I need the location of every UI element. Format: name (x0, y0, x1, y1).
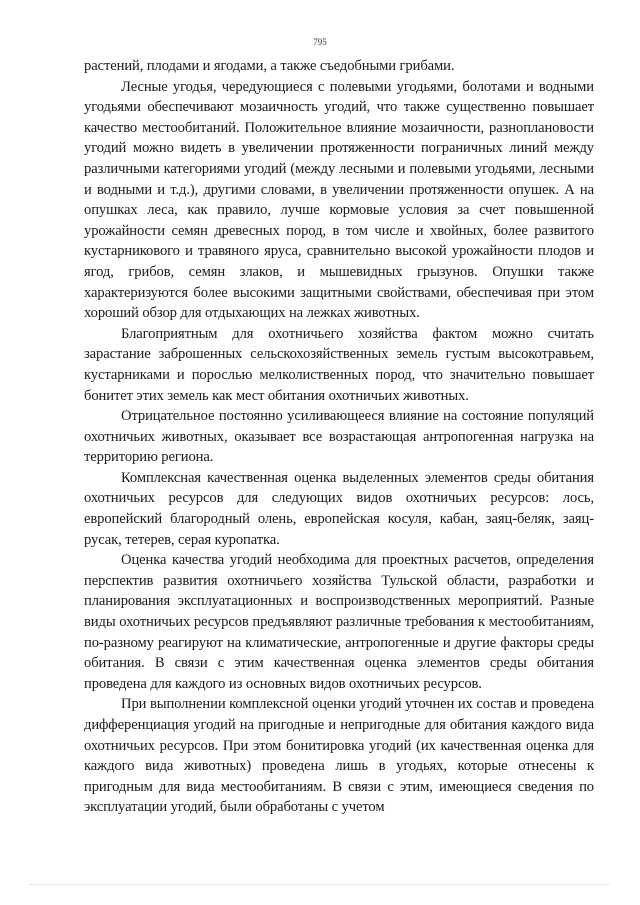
paragraph-favorable-factor: Благоприятным для охотничьего хозяйства фактом можно считать зарастание заброшенных сельскохозяйственных земель густым высокотравьем, кустарниками и порослью мелколиственных пород, что значительно повышает бонитет этих земель как мест обитания охотничьих животных. (84, 325, 594, 404)
paragraph-forest-lands: Лесные угодья, чередующиеся с полевыми угодьями, болотами и водными угодьями обеспечивают мозаичность угодий, что также существенно повышает качество местообитаний. Положительное влияние мозаичности, разноплановости угодий можно видеть в увеличении протяженности пограничных линий между различными категориями угодий (между лесными и полевыми угодьями, лесными и водными и т.д.), другими словами, в увеличении протяженности опушек. А на опушках леса, как правило, лучше кормовые условия за счет повышенной урожайности семян древесных пород, в том числе и хвойных, более развитого кустарникового и травяного яруса, сравнительно высокой урожайности плодов и ягод, грибов, семян злаков, и мышевидных грызунов. Опушки также характеризуются более высокими защитными свойствами, обеспечивая при этом хороший обзор для отдыхающих на лежках животных. (84, 78, 594, 322)
page-number: 795 (313, 37, 327, 47)
paragraph-continuation: растений, плодами и ягодами, а также съедобными грибами. (84, 58, 455, 74)
document-body (84, 56, 594, 818)
paragraph-differentiation: При выполнении комплексной оценки угодий уточнен их состав и проведена дифференциация угодий на пригодные и непригодные для обитания каждого вида охотничьих ресурсов. При этом бонитировка угодий (их качественная оценка для каждого вида животных) проведена лишь в угодьях, которые отнесены к пригодным для вида местообитаниям. В связи с этим, имеющиеся сведения по эксплуатации угодий, были обработаны с учетом (84, 696, 594, 816)
paragraph-negative-influence: Отрицательное постоянно усиливающееся влияние на состояние популяций охотничьих животных, оказывает все возрастающая антропогенная нагрузка на территорию региона. (84, 408, 594, 466)
paragraph-complex-assessment: Комплексная качественная оценка выделенных элементов среды обитания охотничьих ресурсов для следующих видов охотничьих ресурсов: лось, европейский благородный олень, европейская косуля, кабан, заяц-беляк, заяц-русак, тетерев, серая куропатка. (84, 469, 594, 548)
scan-artifact-line (30, 884, 610, 888)
paragraph-quality-assessment: Оценка качества угодий необходима для проектных расчетов, определения перспектив развития охотничьего хозяйства Тульской области, разработки и планирования эксплуатационных и воспроизводственных мероприятий. Разные виды охотничьих ресурсов предъявляют различные требования к местообитаниям, по-разному реагируют на климатические, антропогенные и другие факторы среды обитания. В связи с этим качественная оценка элементов среды обитания проведена для каждого из основных видов охотничьих ресурсов. (84, 552, 594, 692)
